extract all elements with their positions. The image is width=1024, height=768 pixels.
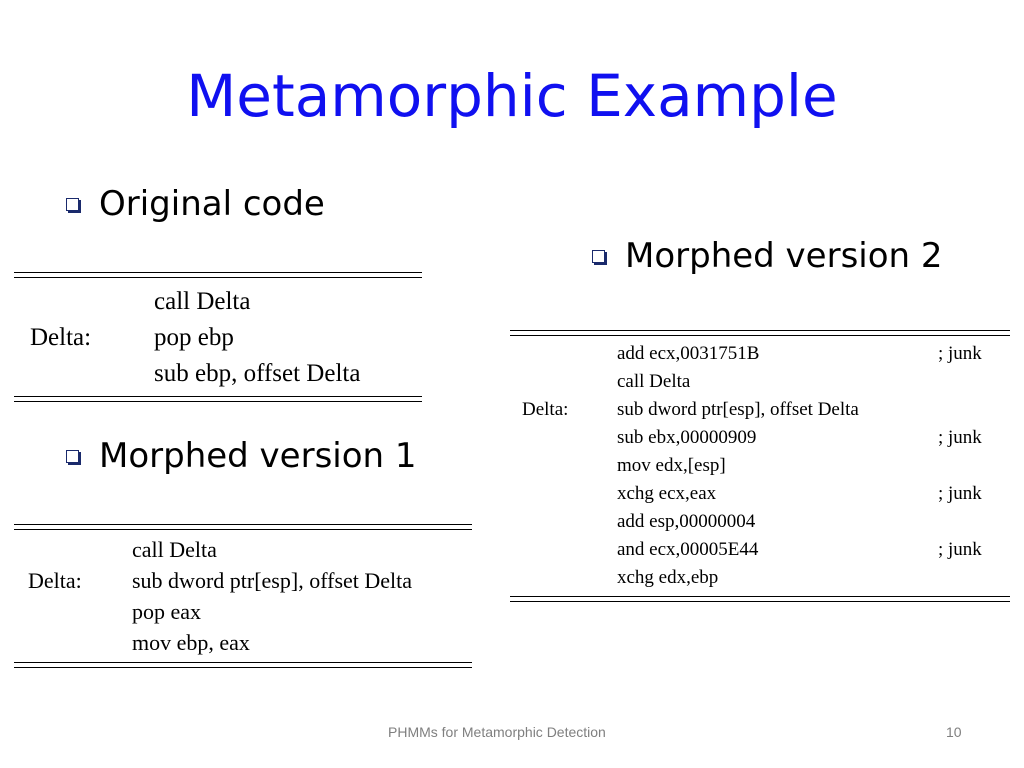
code-label: Delta:	[28, 568, 82, 593]
code-comment	[938, 368, 1010, 396]
code-label: Delta:	[522, 399, 569, 420]
code-row	[14, 320, 422, 356]
code-row	[510, 340, 1010, 368]
code-text: add esp,00000004	[617, 511, 756, 532]
bullet-label: Morphed version 1	[99, 436, 417, 476]
morphed-version-2-table	[510, 330, 1010, 602]
code-row	[510, 508, 1010, 536]
code-text: call Delta	[154, 288, 251, 315]
code-text: mov edx,[esp]	[617, 455, 726, 476]
code-label	[510, 508, 617, 536]
code-text: call Delta	[617, 371, 691, 392]
code-label	[14, 534, 132, 565]
square-bullet-icon	[66, 450, 79, 463]
page-number: 10	[946, 724, 962, 740]
code-row	[14, 565, 472, 596]
code-label	[510, 368, 617, 396]
code-text: sub dword ptr[esp], offset Delta	[617, 399, 859, 420]
code-table-body	[510, 335, 1010, 597]
code-row	[14, 284, 422, 320]
code-text: add ecx,0031751B	[617, 343, 760, 364]
code-label	[14, 356, 154, 392]
code-row	[510, 480, 1010, 508]
code-comment	[938, 508, 1010, 536]
bullet-morphed-version-1	[66, 436, 417, 476]
code-text: xchg ecx,eax	[617, 483, 717, 504]
code-comment: ; junk	[938, 427, 982, 448]
code-row	[510, 536, 1010, 564]
code-row	[14, 534, 472, 565]
code-label	[14, 627, 132, 658]
code-row	[510, 368, 1010, 396]
bullet-morphed-version-2	[592, 236, 943, 276]
footer-text: PHMMs for Metamorphic Detection	[388, 724, 606, 740]
code-text: sub dword ptr[esp], offset Delta	[132, 568, 413, 593]
code-label	[510, 536, 617, 564]
code-comment	[938, 564, 1010, 592]
code-row	[510, 564, 1010, 592]
bullet-label: Original code	[99, 184, 325, 224]
code-table-body	[14, 529, 472, 663]
code-text: pop eax	[132, 599, 202, 624]
code-row	[14, 356, 422, 392]
slide-title: Metamorphic Example	[186, 62, 838, 130]
code-row	[14, 596, 472, 627]
code-text: mov ebp, eax	[132, 630, 250, 655]
bullet-label: Morphed version 2	[625, 236, 943, 276]
code-row	[14, 627, 472, 658]
code-comment	[938, 452, 1010, 480]
square-bullet-icon	[66, 198, 79, 211]
code-comment: ; junk	[938, 539, 982, 560]
code-comment: ; junk	[938, 483, 982, 504]
code-comment	[938, 396, 1010, 424]
code-text: xchg edx,ebp	[617, 567, 719, 588]
code-text: pop ebp	[154, 324, 234, 351]
original-code-table	[14, 272, 422, 402]
code-label	[510, 480, 617, 508]
code-row	[510, 396, 1010, 424]
square-bullet-icon	[592, 250, 605, 263]
code-text: sub ebp, offset Delta	[154, 360, 361, 387]
code-label	[510, 340, 617, 368]
code-text: call Delta	[132, 537, 217, 562]
code-label	[510, 564, 617, 592]
code-label: Delta:	[30, 324, 92, 351]
code-label	[14, 596, 132, 627]
code-comment: ; junk	[938, 343, 982, 364]
code-text: and ecx,00005E44	[617, 539, 759, 560]
code-label	[510, 424, 617, 452]
code-text: sub ebx,00000909	[617, 427, 757, 448]
code-row	[510, 424, 1010, 452]
code-table-body	[14, 277, 422, 397]
morphed-version-1-table	[14, 524, 472, 668]
code-label	[14, 284, 154, 320]
code-row	[510, 452, 1010, 480]
bullet-original-code	[66, 184, 325, 224]
code-label	[510, 452, 617, 480]
